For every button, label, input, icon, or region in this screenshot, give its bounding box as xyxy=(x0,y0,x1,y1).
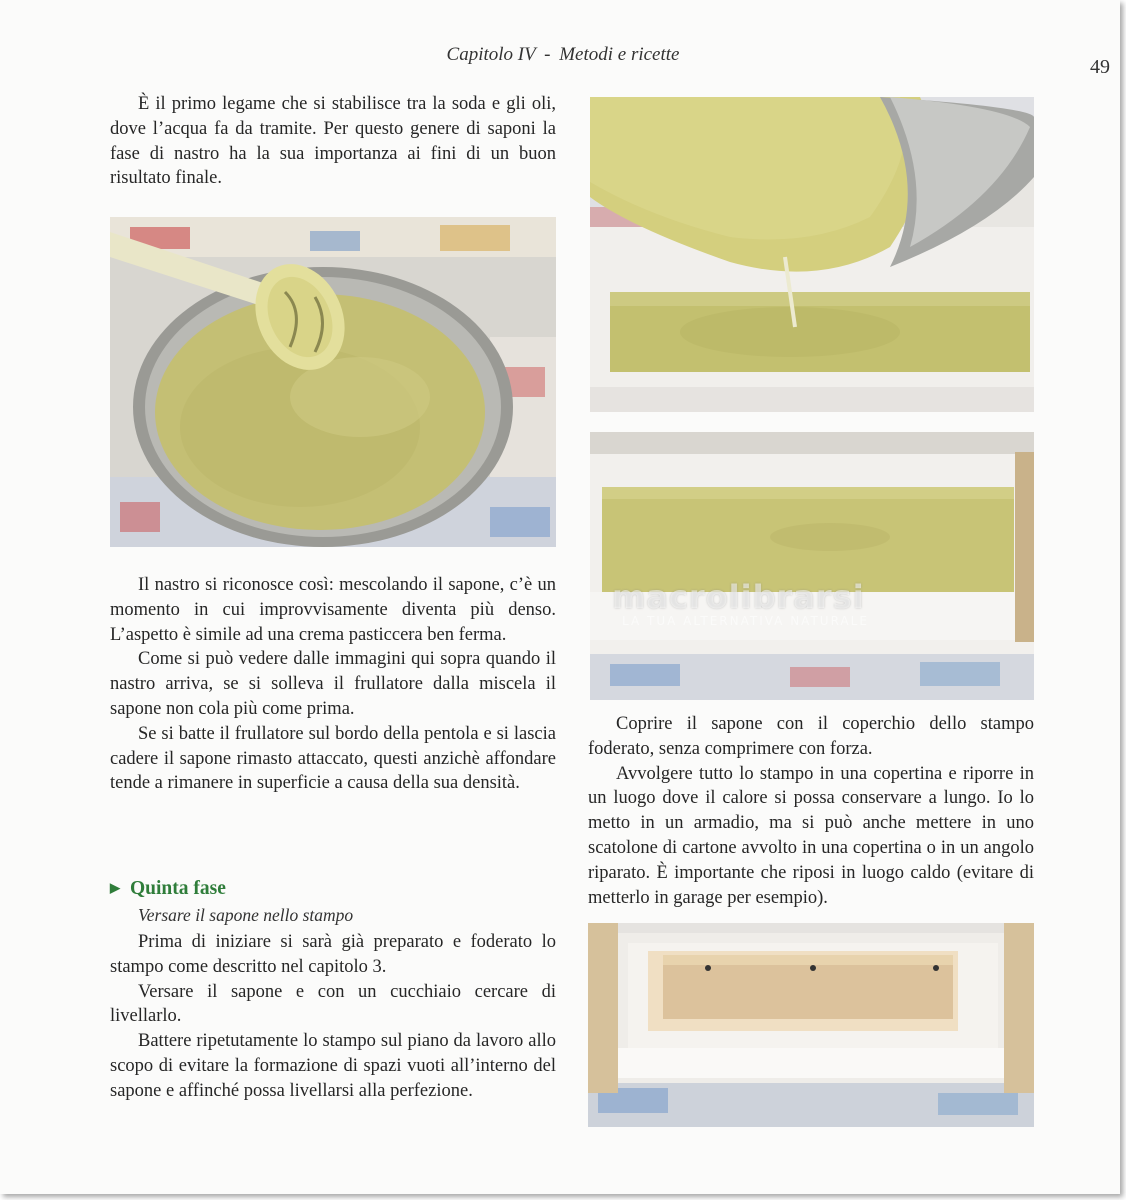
right-body-text xyxy=(588,712,1034,910)
photo-wooden-lid xyxy=(588,923,1034,1127)
header-separator: - xyxy=(544,44,551,65)
page-number: 49 xyxy=(1090,56,1110,78)
paragraph-frullatore: Se si batte il frullatore sul bordo della pentola e si lascia cadere il sapone rimasto attaccato, questi anzichè affondare tende a rimanere in superficie a causa della sua densità. xyxy=(110,723,556,794)
paragraph-coprire: Coprire il sapone con il coperchio dello stampo foderato, senza comprimere con forza. xyxy=(588,714,1034,759)
chapter-label: Capitolo IV xyxy=(446,44,536,65)
running-header xyxy=(0,44,1126,66)
watermark-logo: macrolibrarsi xyxy=(612,578,865,616)
paragraph-battere: Battere ripetutamente lo stampo sul piano da lavoro allo scopo di evitare la formazione di spazi vuoti all’interno del sapone e affinché possa livellarsi alla perfezione. xyxy=(110,1031,556,1101)
intro-paragraph-block xyxy=(110,92,556,191)
triangle-bullet-icon: ▶ xyxy=(110,880,120,895)
section-title: Quinta fase xyxy=(130,878,226,899)
photo-pot-with-blender xyxy=(110,217,556,547)
section-heading xyxy=(110,878,226,900)
paragraph-versare: Versare il sapone e con un cucchiaio cercare di livellarlo. xyxy=(110,981,556,1027)
watermark-tagline: LA TUA ALTERNATIVA NATURALE xyxy=(622,614,869,628)
paragraph-immagini: Come si può vedere dalle immagini qui sopra quando il nastro arriva, se si solleva il frullatore dalla miscela il sapone non cola più come prima. xyxy=(110,649,556,719)
paragraph-avvolgere: Avvolgere tutto lo stampo in una copertina e riporre in un luogo dove il calore si possa conservare a lungo. Io lo metto in un armadio, ma si può anche mettere in uno scatolone di cartone avvolto in una copertina o in un angolo riparato. È importante che riposi in luogo caldo (evitare di metterlo in garage per esempio). xyxy=(588,763,1034,908)
section-body-text xyxy=(110,930,556,1104)
left-body-text xyxy=(110,573,556,796)
section-subtitle: Versare il sapone nello stampo xyxy=(138,905,354,925)
paragraph-preparazione: Prima di iniziare si sarà già preparato e foderato lo stampo come descritto nel capitolo 3. xyxy=(110,932,556,977)
intro-paragraph: È il primo legame che si stabilisce tra la soda e gli oli, dove l’acqua fa da tramite. Per questo genere di saponi la fase di nastro ha la sua importanza ai fini di un buon risultato finale. xyxy=(110,94,556,189)
paragraph-nastro: Il nastro si riconosce così: mescolando il sapone, c’è un momento in cui improvvisamente diventa più denso. L’aspetto è simile ad una crema pasticcera ben ferma. xyxy=(110,575,556,645)
photo-pouring-soap xyxy=(590,97,1034,412)
chapter-title: Metodi e ricette xyxy=(559,44,680,65)
photo-soap-in-mold xyxy=(590,432,1034,700)
